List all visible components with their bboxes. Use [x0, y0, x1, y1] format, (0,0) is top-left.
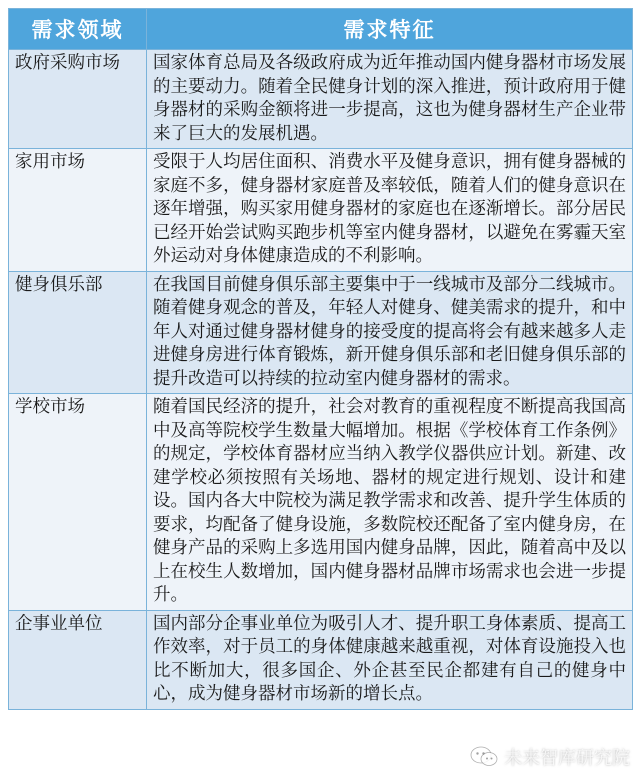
row-description: 国家体育总局及各级政府成为近年推动国内健身器材市场发展的主要动力。随着全民健身计划的深入推进，预计政府用于健身器材的采购金额将进一步提高，这也为健身器材生产企业带来了巨大的发展机遇。	[147, 50, 633, 149]
table-row	[9, 271, 633, 394]
row-area: 政府采购市场	[9, 50, 147, 149]
row-description: 受限于人均居住面积、消费水平及健身意识，拥有健身器械的家庭不多，健身器材家庭普及率较低，随着人们的健身意识在逐年增强，购买家用健身器材的家庭也在逐渐增长。部分居民已经开始尝试购买跑步机等室内健身器材，以避免在雾霾天室外运动对身体健康造成的不利影响。	[147, 149, 633, 272]
row-area: 企事业单位	[9, 610, 147, 709]
row-area: 健身俱乐部	[9, 271, 147, 394]
table-row	[9, 149, 633, 272]
table-row	[9, 610, 633, 709]
table-header-row	[9, 9, 633, 50]
row-area: 学校市场	[9, 394, 147, 611]
demand-table	[8, 8, 633, 710]
wechat-icon	[470, 746, 498, 768]
row-description: 国内部分企事业单位为吸引人才、提升职工身体素质、提高工作效率，对于员工的身体健康越来越重视，对体育设施投入也比不断加大，很多国企、外企甚至民企都建有自己的健身中心，成为健身器材市场新的增长点。	[147, 610, 633, 709]
header-demand-area: 需求领域	[9, 9, 147, 50]
row-area: 家用市场	[9, 149, 147, 272]
header-demand-features: 需求特征	[147, 9, 633, 50]
table-row	[9, 50, 633, 149]
table-row	[9, 394, 633, 611]
watermark-text: 未来智库研究院	[504, 748, 630, 769]
row-description: 随着国民经济的提升，社会对教育的重视程度不断提高我国高中及高等院校学生数量大幅增加。根据《学校体育工作条例》的规定，学校体育器材应当纳入教学仪器供应计划。新建、改建学校必须按照有关场地、器材的规定进行规划、设计和建设。国内各大中院校为满足教学需求和改善、提升学生体质的要求，均配备了健身设施，多数院校还配备了室内健身房，在健身产品的采购上多选用国内健身品牌，因此，随着高中及以上在校生人数增加，国内健身器材品牌市场需求也会进一步提升。	[147, 394, 633, 611]
watermark	[470, 744, 630, 770]
row-description: 在我国目前健身俱乐部主要集中于一线城市及部分二线城市。随着健身观念的普及，年轻人对健身、健美需求的提升，和中年人对通过健身器材健身的接受度的提高将会有越来越多人走进健身房进行体育锻炼，新开健身俱乐部和老旧健身俱乐部的提升改造可以持续的拉动室内健身器材的需求。	[147, 271, 633, 394]
